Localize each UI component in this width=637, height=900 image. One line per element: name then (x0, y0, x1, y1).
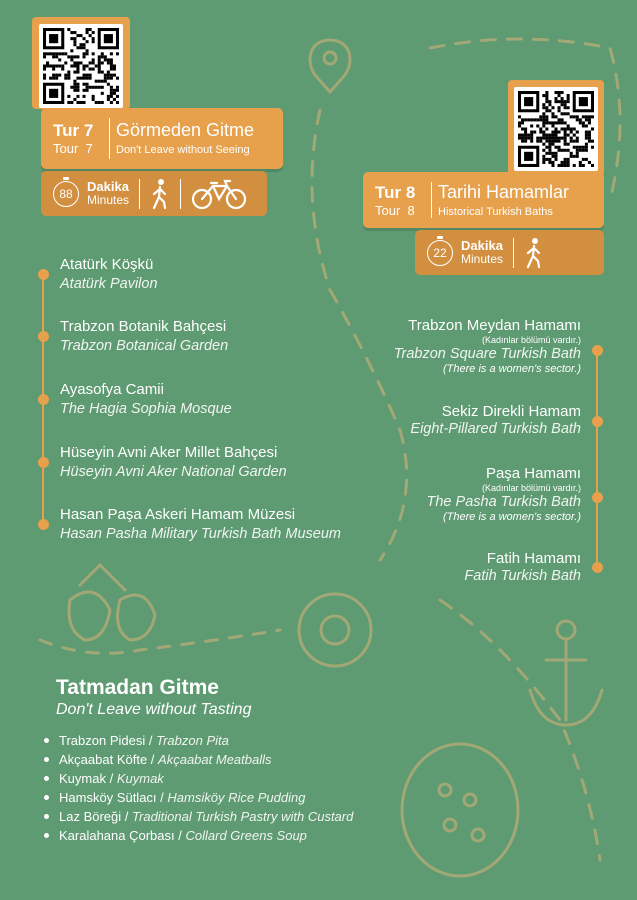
tasting-subtitle: Don't Leave without Tasting (56, 701, 252, 718)
tour8-header (363, 172, 604, 228)
tour8-meta (415, 230, 604, 275)
list-item: Laz Böreği / Traditional Turkish Pastry with Custard (44, 807, 353, 826)
tour7-title: Görmeden Gitme (116, 120, 255, 140)
tour8-duration-label-en: Minutes (461, 252, 504, 267)
timer-icon: 88 (53, 181, 79, 207)
anchor-icon (530, 621, 602, 725)
tour8-duration-label: Dakika (461, 238, 503, 254)
list-item: Kuymak / Kuymak (44, 769, 353, 788)
list-item[interactable]: Trabzon Botanik Bahçesi Trabzon Botanical Garden (60, 318, 229, 354)
tour8-sub-label: Tour 8 (375, 202, 415, 218)
list-item[interactable]: Hasan Paşa Askeri Hamam Müzesi Hasan Pasha Military Turkish Bath Museum (60, 506, 341, 542)
simit-icon (299, 594, 371, 666)
timeline-dot (592, 345, 603, 356)
walking-person-icon (150, 178, 170, 210)
timeline-dot (592, 416, 603, 427)
list-item: Trabzon Pidesi / Trabzon Pita (44, 731, 353, 750)
timer-icon: 22 (427, 240, 453, 266)
tasting-title: Tatmadan Gitme (56, 676, 219, 699)
tour7-duration-label-en: Minutes (87, 193, 130, 208)
tour8-label: Tur 8 (375, 182, 416, 202)
timeline-dot (38, 269, 49, 280)
timeline-dot (38, 519, 49, 530)
hazelnut-icon (69, 565, 155, 640)
list-item: Akçaabat Köfte / Akçaabat Meatballs (44, 750, 353, 769)
timeline-dot (592, 492, 603, 503)
tour7-duration-label: Dakika (87, 179, 129, 195)
list-item[interactable]: Ayasofya Camii The Hagia Sophia Mosque (60, 381, 232, 417)
list-item[interactable]: Trabzon Meydan Hamamı (Kadınlar bölümü vardır.) Trabzon Square Turkish Bath (There is a women's sector.) (393, 317, 581, 376)
tour8-qr-code-icon[interactable] (514, 87, 598, 171)
timeline-dot (38, 457, 49, 468)
map-pin-icon (310, 40, 350, 92)
timeline-dot (592, 562, 603, 573)
list-item[interactable]: Hüseyin Avni Aker Millet Bahçesi Hüseyin Avni Aker National Garden (60, 444, 287, 480)
walking-person-icon (524, 237, 544, 269)
timeline-dot (38, 331, 49, 342)
list-item[interactable]: Paşa Hamamı (Kadınlar bölümü vardır.) The Pasha Turkish Bath (There is a women's sector.) (426, 465, 581, 524)
tour7-label: Tur 7 (53, 121, 94, 140)
pide-icon (402, 744, 518, 876)
bicycle-icon (191, 178, 247, 210)
tour7-subtitle: Don't Leave without Seeing (116, 144, 250, 156)
list-item[interactable]: Fatih Hamamı Fatih Turkish Bath (464, 550, 581, 584)
tour7-header (41, 108, 283, 169)
list-item[interactable]: Atatürk Köşkü Atatürk Pavilon (60, 256, 158, 292)
list-item: Hamsköy Sütlacı / Hamsiköy Rice Pudding (44, 788, 353, 807)
tour8-subtitle: Historical Turkish Baths (438, 205, 553, 218)
list-item: Karalahana Çorbası / Collard Greens Soup (44, 826, 353, 845)
list-item[interactable]: Sekiz Direkli Hamam Eight-Pillared Turkish Bath (410, 403, 581, 437)
timeline-dot (38, 394, 49, 405)
tasting-list (44, 731, 353, 845)
tour8-title: Tarihi Hamamlar (438, 181, 570, 202)
tour7-qr-code-icon[interactable] (39, 24, 123, 108)
tour8-timeline (596, 348, 598, 570)
tour7-sub-label: Tour 7 (53, 141, 93, 156)
tour7-meta (41, 171, 267, 216)
